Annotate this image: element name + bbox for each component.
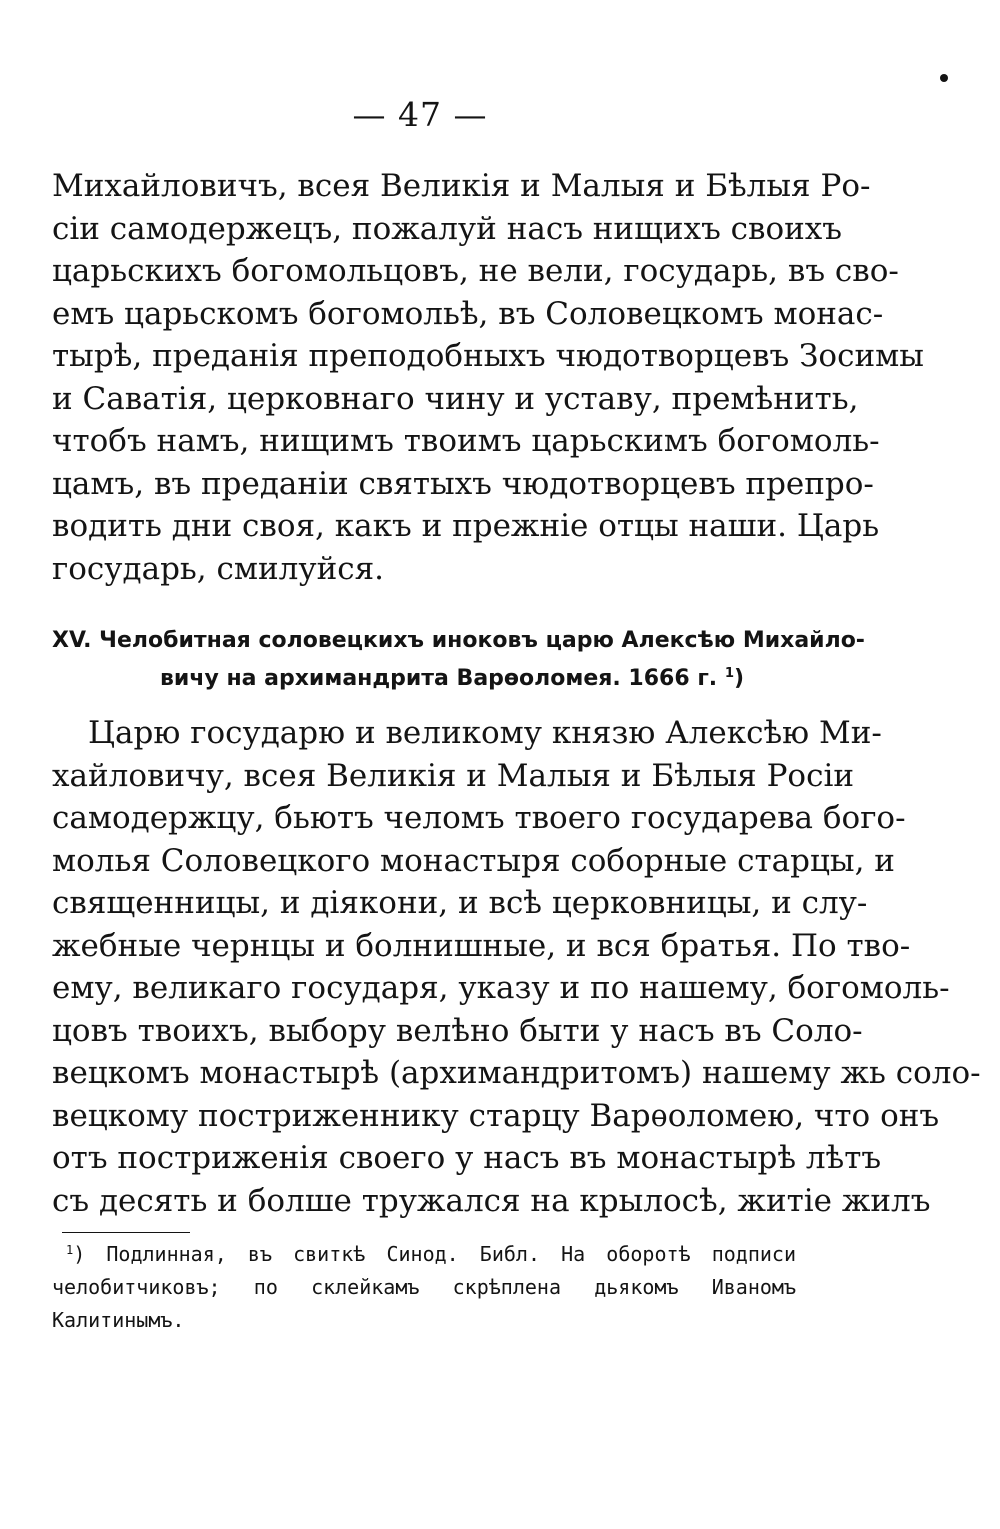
footnote-divider (62, 1232, 190, 1233)
footnote-marker-bracket: ) (73, 1242, 86, 1266)
text-line: емъ царьскомъ богомольѣ, въ Соловецкомъ монас- (52, 295, 884, 332)
text-line: государь, смилуйся. (52, 550, 385, 587)
page-number: — 47 — (352, 95, 488, 134)
heading-line: XV. Челобитная соловецкихъ иноковъ царю Алексѣю Михайло- (52, 628, 865, 653)
ink-speck (940, 74, 948, 82)
text-line: и Саватія, церковнаго чину и уставу, премѣнить, (52, 380, 859, 417)
heading-line-text: вичу на архимандрита Варѳоломея. 1666 г. (160, 666, 718, 691)
text-line: отъ постриженія своего у насъ въ монастырѣ лѣтъ (52, 1140, 882, 1176)
text-line: молья Соловецкого монастыря соборные старцы, и (52, 842, 895, 879)
footnote-line-text: Подлинная, въ свиткѣ Синод. Библ. На оборотѣ подписи (106, 1242, 796, 1266)
footnote-marker: 1 (66, 1242, 74, 1257)
text-line: ему, великаго государя, указу и по нашему, богомоль- (52, 970, 950, 1006)
text-line: вецкому постриженнику старцу Варѳоломею, что онъ (52, 1097, 940, 1134)
paragraph-continuation (52, 165, 924, 590)
text-line: жебные чернцы и болнишные, и вся братья. По тво- (52, 927, 911, 964)
footnote (52, 1238, 796, 1337)
text-line: тырѣ, преданія преподобныхъ чюдотворцевъ Зосимы (52, 338, 924, 374)
text-line: чтобъ намъ, нищимъ твоимъ царьскимъ богомоль- (52, 423, 880, 459)
text-line: съ десять и болше тружался на крылосѣ, житіе жилъ (52, 1182, 931, 1219)
text-line: самодержцу, бьютъ челомъ твоего государева бого- (52, 800, 906, 836)
text-line: цовъ твоихъ, выбору велѣно быти у насъ въ Соло- (52, 1012, 863, 1049)
text-line: священницы, и діякони, и всѣ церковницы, и слу- (52, 885, 868, 921)
section-heading (52, 622, 865, 698)
text-line: водить дни своя, какъ и прежніе отцы наши. Царь (52, 508, 880, 544)
footnote-line (52, 1238, 796, 1271)
footnote-line: челобитчиковъ; по склейкамъ скрѣплена дьякомъ Иваномъ (52, 1275, 796, 1299)
footnote-reference-bracket: ) (734, 666, 745, 691)
text-line: Царю государю и великому князю Алексѣю Ми- (88, 715, 882, 751)
heading-line (52, 660, 802, 698)
text-line: Михайловичъ, всея Великія и Малыя и Бѣлыя Ро- (52, 168, 871, 204)
footnote-reference: 1 (724, 666, 735, 682)
text-line: сіи самодержецъ, пожалуй насъ нищихъ своихъ (52, 210, 842, 247)
footnote-line: Калитинымъ. (52, 1308, 185, 1332)
text-line: царьскихъ богомольцовъ, не вели, государь, въ сво- (52, 253, 899, 289)
petition-text (52, 712, 981, 1222)
text-line: хайловичу, всея Великія и Малыя и Бѣлыя Росіи (52, 757, 855, 794)
text-line: вецкомъ монастырѣ (архимандритомъ) нашему жь соло- (52, 1055, 981, 1091)
text-line: цамъ, въ преданіи святыхъ чюдотворцевъ препро- (52, 465, 874, 502)
